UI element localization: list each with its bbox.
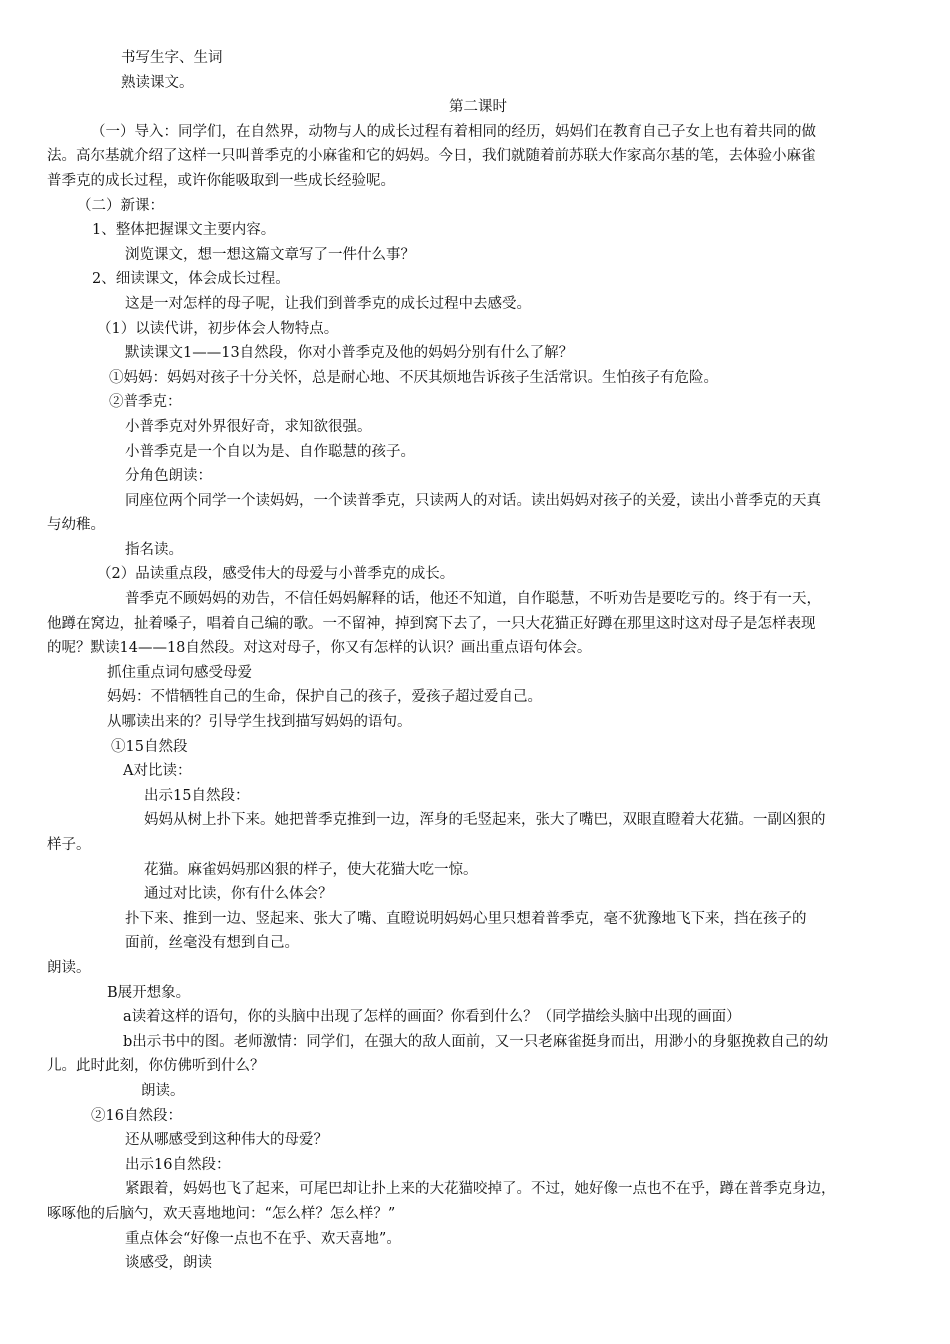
text-line: 重点体会“好像一点也不在乎、欢天喜地”。 xyxy=(125,1230,401,1247)
text-line: 从哪读出来的？引导学生找到描写妈妈的语句。 xyxy=(107,714,412,731)
text-line: 还从哪感受到这种伟大的母爱？ xyxy=(125,1132,328,1149)
text-line: ①妈妈：妈妈对孩子十分关怀，总是耐心地、不厌其烦地告诉孩子生活常识。生怕孩子有危险。 xyxy=(109,369,718,386)
text-line: 分角色朗读： xyxy=(125,468,212,485)
text-line: a读着这样的语句，你的头脑中出现了怎样的画面？你看到什么？（同学描绘头脑中出现的画面） xyxy=(123,1009,741,1026)
text-line: b出示书中的图。老师激情：同学们，在强大的敌人面前，又一只老麻雀挺身而出，用渺小的身躯挽救自己的幼 xyxy=(123,1033,829,1050)
text-line: 小普季克对外界很好奇，求知欲很强。 xyxy=(125,418,372,435)
text-line: 花猫。麻雀妈妈那凶狠的样子，使大花猫大吃一惊。 xyxy=(144,861,478,878)
text-line: 扑下来、推到一边、竖起来、张大了嘴、直瞪说明妈妈心里只想着普季克，毫不犹豫地飞下来，挡在孩子的 xyxy=(125,910,807,927)
text-line: 法。高尔基就介绍了这样一只叫普季克的小麻雀和它的妈妈。今日，我们就随着前苏联大作家高尔基的笔，去体验小麻雀 xyxy=(47,148,816,165)
text-line: ②16自然段： xyxy=(91,1107,182,1124)
text-line: 抓住重点词句感受母爱 xyxy=(107,664,252,681)
text-line: 书写生字、生词 xyxy=(121,50,223,66)
text-line: 啄啄他的后脑勺，欢天喜地地问：“怎么样？怎么样？” xyxy=(47,1205,396,1222)
text-line: 紧跟着，妈妈也飞了起来，可尾巴却让扑上来的大花猫咬掉了。不过，她好像一点也不在乎，蹲在普季克身边， xyxy=(125,1181,836,1198)
text-line: 这是一对怎样的母子呢，让我们到普季克的成长过程中去感受。 xyxy=(125,295,531,312)
text-line: 普季克不顾妈妈的劝告，不信任妈妈解释的话，他还不知道，自作聪慧，不听劝告是要吃亏的。终于有一天， xyxy=(125,591,821,608)
text-line: 朗读。 xyxy=(47,959,91,976)
text-line: （二）新课： xyxy=(77,197,164,214)
text-line: 浏览课文，想一想这篇文章写了一件什么事？ xyxy=(125,246,415,263)
text-line: 出示15自然段： xyxy=(144,787,250,804)
text-line: 与幼稚。 xyxy=(47,517,105,534)
text-line: 2、细读课文，体会成长过程。 xyxy=(92,271,290,288)
text-line: A对比读： xyxy=(123,763,192,780)
text-line: （1）以读代讲，初步体会人物特点。 xyxy=(97,320,339,337)
text-line: 妈妈从树上扑下来。她把普季克推到一边，浑身的毛竖起来，张大了嘴巴，双眼直瞪着大花猫。一副凶狠的 xyxy=(144,812,826,829)
document-page xyxy=(47,46,909,1276)
text-line: 妈妈：不惜牺牲自己的生命，保护自己的孩子，爱孩子超过爱自己。 xyxy=(107,689,542,706)
text-line: （2）品读重点段，感受伟大的母爱与小普季克的成长。 xyxy=(97,566,455,583)
text-line: 1、整体把握课文主要内容。 xyxy=(92,222,276,239)
text-line: ①15自然段 xyxy=(111,738,188,755)
text-line: 他蹲在窝边，扯着嗓子，唱着自己编的歌。一不留神，掉到窝下去了，一只大花猫正好蹲在那里这时这对母子是怎样表现 xyxy=(47,615,816,632)
text-line: 小普季克是一个自以为是、自作聪慧的孩子。 xyxy=(125,443,415,460)
text-line: 谈感受，朗读 xyxy=(125,1255,212,1272)
text-line: 普季克的成长过程，或许你能吸取到一些成长经验呢。 xyxy=(47,172,395,189)
text-line: 熟读课文。 xyxy=(121,74,194,91)
section-heading: 第二课时 xyxy=(449,99,507,116)
text-line: 指名读。 xyxy=(125,541,183,558)
text-line: 出示16自然段： xyxy=(125,1156,231,1173)
text-line: 的呢？默读14——18自然段。对这对母子，你又有怎样的认识？画出重点语句体会。 xyxy=(47,640,592,657)
text-line: （一）导入：同学们，在自然界，动物与人的成长过程有着相同的经历，妈妈们在教育自己子女上也有着共同的做 xyxy=(91,123,816,140)
text-line: 朗读。 xyxy=(141,1082,185,1099)
text-line: 面前，丝毫没有想到自己。 xyxy=(125,935,299,952)
text-line: B展开想象。 xyxy=(107,984,191,1001)
text-line: 通过对比读，你有什么体会？ xyxy=(144,886,333,903)
text-line: 默读课文1——13自然段，你对小普季克及他的妈妈分别有什么了解？ xyxy=(125,345,574,362)
text-line: ②普季克： xyxy=(109,394,182,411)
text-line: 同座位两个同学一个读妈妈，一个读普季克，只读两人的对话。读出妈妈对孩子的关爱，读出小普季克的天真 xyxy=(125,492,821,509)
text-line: 样子。 xyxy=(47,837,91,853)
text-line: 儿。此时此刻，你仿佛听到什么？ xyxy=(47,1058,265,1075)
